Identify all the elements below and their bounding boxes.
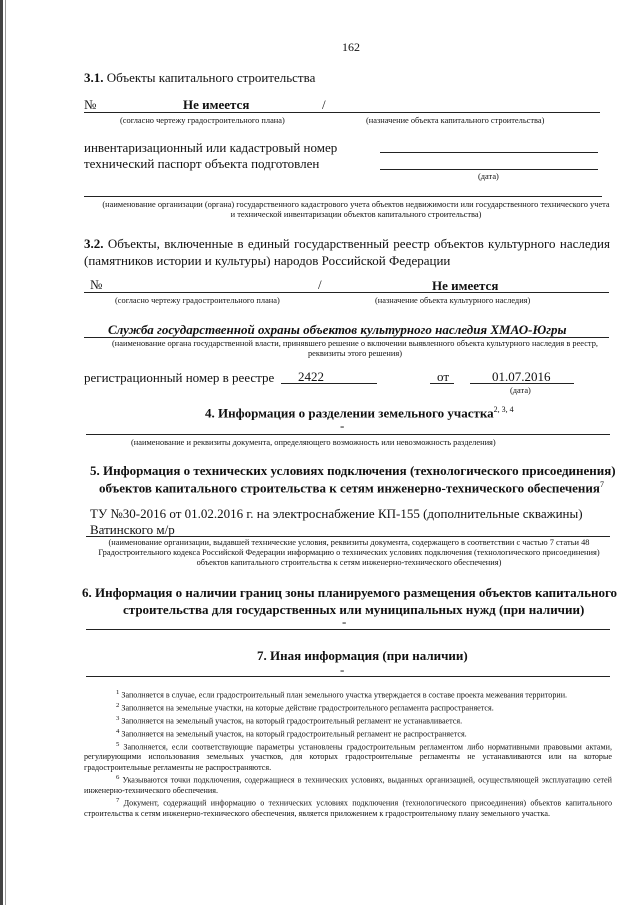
footnote-6-marker: 6 (116, 773, 120, 781)
section-5-title-line2 (99, 480, 604, 496)
footnote-2 (84, 701, 612, 714)
s6-value: - (342, 614, 347, 629)
s6-line (86, 629, 610, 630)
s32-reg-number-line (281, 383, 377, 384)
s31-fill-line (84, 112, 600, 113)
page-edge-line (5, 0, 6, 905)
s5-text-line2: Ватинского м/р (90, 522, 175, 537)
footnote-2-marker: 2 (116, 701, 120, 709)
s5-line (86, 536, 610, 537)
s31-value: Не имеется (183, 97, 250, 112)
s31-no-sign: № (84, 97, 97, 112)
section-5-title-line2-text: объектов капитального строительства к сетям инженерно-технического обеспечения (99, 480, 600, 496)
section-3-1-title (84, 70, 315, 86)
s32-reg-number: 2422 (298, 369, 324, 384)
footnote-3-marker: 3 (116, 714, 120, 722)
s31-slash: / (322, 97, 326, 112)
section-3-2-title-text: Объекты, включенные в единый государственный реестр объектов культурного наследия (памятников истории и культуры) народов Российской Федерации (84, 236, 610, 268)
s32-reg-date: 01.07.2016 (492, 369, 551, 384)
page-number: 162 (342, 40, 360, 54)
s32-authority-caption: (наименование органа государственной власти, принявшего решение о включении выявленного объекта культурного наследия в реестр, реквизиты этого решения) (112, 339, 598, 358)
s32-authority: Служба государственной охраны объектов культурного наследия ХМАО-Югры (108, 322, 567, 337)
section-7-title: 7. Иная информация (при наличии) (257, 648, 468, 663)
s31-inventory-line2: технический паспорт объекта подготовлен (84, 156, 320, 171)
footnote-4 (84, 727, 612, 740)
s7-value: - (340, 662, 345, 677)
page-edge-shadow (0, 0, 3, 905)
s31-caption-right: (назначение объекта капитального строительства) (366, 116, 545, 125)
footnote-3-text: Заполняется на земельный участок, на который градостроительный регламент не устанавливается. (121, 716, 463, 726)
s32-date-caption: (дата) (510, 386, 531, 395)
s31-org-line (84, 196, 602, 197)
section-4-title (205, 405, 514, 421)
s32-caption-right: (назначение объекта культурного наследия) (375, 296, 531, 305)
section-5-footnote-ref: 7 (599, 480, 604, 489)
footnote-6 (84, 773, 612, 796)
footnote-4-marker: 4 (116, 727, 120, 735)
footnote-5-text: Заполняется, если соответствующие параметры установлены градостроительным регламентом либо нормативными правовыми актами, регулирующими использования земельных участков, для которых градостроительные регламенты не устанавливаются или на которые градостроительные регламенты не распространяются. (84, 742, 613, 772)
s32-from-line (430, 383, 454, 384)
footnote-3 (84, 714, 612, 727)
s32-value: Не имеется (432, 278, 499, 293)
section-3-2-number: 3.2. (84, 236, 104, 251)
section-4-footnote-refs: 2, 3, 4 (493, 405, 514, 414)
s5-caption: (наименование организации, выдавшей технические условия, реквизиты документа, содержащего в соответствии с частью 7 статьи 48 Градостроительного кодекса Российской Федерации информацию о технических условиях подключения (технологического присоединения) объектов капитального строительства к сетям инженерно-технического обеспечения) (98, 538, 600, 567)
s31-date-line (380, 169, 598, 170)
s32-fill-line (84, 292, 609, 293)
s31-org-caption: (наименование организации (органа) государственного кадастрового учета объектов недвижимости или государственного технического учета и технической инвентаризации объектов капитального строительства) (102, 200, 610, 219)
s4-caption: (наименование и реквизиты документа, определяющего возможность или невозможность разделения) (131, 438, 496, 447)
footnote-5 (84, 740, 612, 773)
footnote-7-marker: 7 (116, 796, 120, 804)
s5-text-line1: ТУ №30-2016 от 01.02.2016 г. на электроснабжение КП-155 (дополнительные скважины) (90, 506, 583, 521)
s4-value: - (340, 418, 345, 433)
footnote-1-marker: 1 (116, 689, 120, 696)
s31-date-caption: (дата) (478, 172, 499, 181)
section-3-2-title (84, 235, 610, 269)
footnote-4-text: Заполняется на земельный участок, на который градостроительный регламент не распространяется. (121, 729, 467, 739)
footnote-7 (84, 796, 612, 819)
s31-inventory-line (380, 152, 598, 153)
footnote-6-text: Указываются точки подключения, содержащиеся в технических условиях, выданных организацией, осуществляющей эксплуатацию сетей инженерно-технического обеспечения. (84, 775, 612, 795)
section-5-title-line1: 5. Информация о технических условиях подключения (технологического присоединения) (90, 463, 616, 478)
section-3-1-number: 3.1. (84, 70, 104, 85)
section-3-1-title-text: Объекты капитального строительства (106, 70, 316, 85)
s31-inventory-line1: инвентаризационный или кадастровый номер (84, 140, 338, 155)
section-4-title-text: 4. Информация о разделении земельного участка (205, 405, 494, 421)
footnote-1-text: Заполняется в случае, если градостроительный план земельного участка утверждается в составе проекта межевания территории. (121, 690, 568, 700)
section-6-title-line1: 6. Информация о наличии границ зоны планируемого размещения объектов капитального (82, 585, 618, 600)
footnote-5-marker: 5 (116, 740, 120, 748)
footnote-1 (84, 688, 612, 701)
s32-authority-line (84, 337, 609, 338)
s32-no-sign: № (90, 277, 103, 292)
s32-slash: / (318, 277, 322, 292)
footnote-2-text: Заполняется на земельные участки, на которые действие градостроительного регламента распространяется. (121, 703, 494, 713)
s32-from-label: от (437, 369, 450, 384)
footnote-7-text: Документ, содержащий информацию о технических условиях подключения (технологического присоединения) объектов капитального строительства к сетям инженерно-технического обеспечения, является приложением к градостроительному плану земельного участка. (84, 798, 612, 818)
s32-caption-left: (согласно чертежу градостроительного плана) (115, 296, 280, 305)
footnotes (84, 688, 612, 819)
section-6-title-line2: строительства для государственных или муниципальных нужд (при наличии) (123, 602, 585, 617)
s7-line (86, 676, 610, 677)
s32-date-line (470, 383, 574, 384)
s4-line (86, 434, 610, 435)
s32-reg-label: регистрационный номер в реестре (84, 370, 275, 385)
s31-caption-left: (согласно чертежу градостроительного плана) (120, 116, 285, 125)
